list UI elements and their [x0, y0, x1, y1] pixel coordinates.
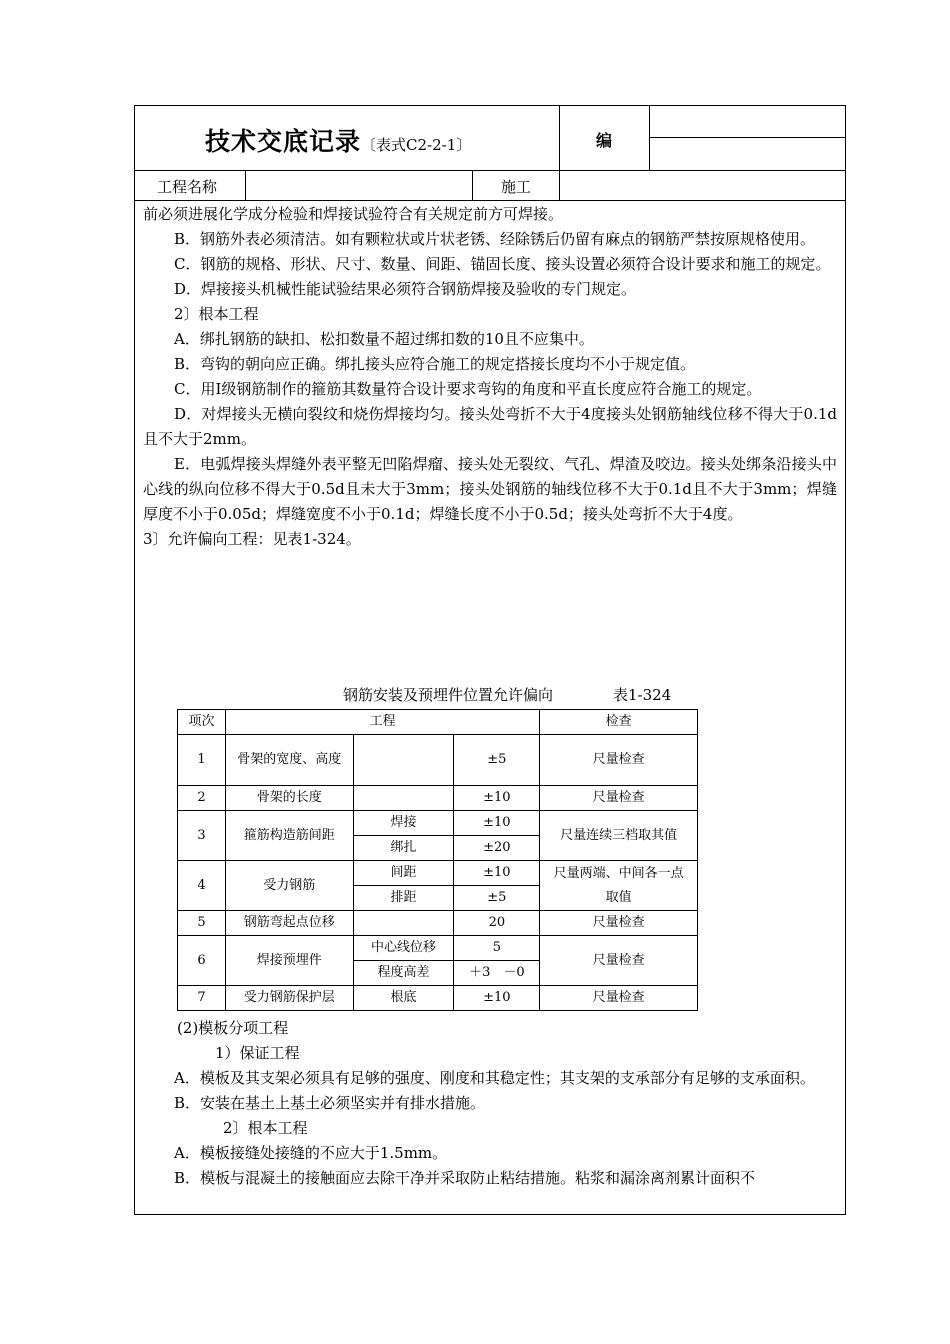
header-item: 工程	[225, 710, 539, 735]
cell-item: 受力钢筋保护层	[225, 986, 353, 1011]
cell-tolerance: ±10	[454, 986, 540, 1011]
cell-sub: 根底	[353, 986, 454, 1011]
paragraph: B．安装在基土上基土必须坚实并有排水措施。	[174, 1094, 486, 1112]
paragraph: A．模板接缝处接缝的不应大于1.5mm。	[174, 1144, 448, 1162]
paragraph: A．绑扎钢筋的缺扣、松扣数量不超过绑扣数的10且不应集中。	[174, 330, 594, 348]
table-caption	[343, 684, 671, 705]
construction-label-divider	[559, 170, 560, 200]
code-label: 编	[596, 131, 613, 150]
cell-sub	[353, 735, 454, 786]
table-caption-number: 表1-324	[613, 686, 672, 704]
cell-no: 1	[178, 735, 226, 786]
title-main: 技术交底记录	[205, 127, 362, 156]
table-row	[178, 735, 698, 786]
body-text-bottom	[143, 1016, 837, 1191]
cell-sub: 焊接	[353, 811, 454, 836]
section-heading: 1）保证工程	[215, 1044, 300, 1062]
body-text-top	[143, 202, 837, 552]
info-row-divider	[135, 200, 845, 201]
tolerance-table	[177, 709, 698, 1011]
table-row	[178, 986, 698, 1011]
cell-check: 尺量检查	[540, 911, 698, 936]
construction-label: 施工	[501, 178, 532, 196]
cell-no: 3	[178, 811, 226, 861]
paragraph: 前必须进展化学成分检验和焊接试验符合有关规定前方可焊接。	[143, 205, 564, 223]
section-heading: 2〕根本工程	[174, 305, 259, 323]
cell-sub: 绑扎	[353, 836, 454, 861]
table-row	[178, 786, 698, 811]
cell-no: 4	[178, 861, 226, 911]
cell-item: 焊接预埋件	[225, 936, 353, 986]
table-caption-title: 钢筋安装及预埋件位置允许偏向	[343, 686, 554, 704]
cell-tolerance: 5	[454, 936, 540, 961]
paragraph: B．弯钩的朝向应正确。绑扎接头应符合施工的规定搭接长度均不小于规定值。	[174, 355, 696, 373]
section-heading: 2〕根本工程	[223, 1119, 308, 1137]
paragraph: D．对焊接头无横向裂纹和烧伤焊接均匀。接头处弯折不大于4度接头处钢筋轴线位移不得大于0.1d且不大于2mm。	[143, 405, 837, 448]
cell-tolerance: ±10	[454, 786, 540, 811]
table-header-row	[178, 710, 698, 735]
cell-tolerance: ±10	[454, 811, 540, 836]
cell-tolerance: ±5	[454, 886, 540, 911]
cell-no: 6	[178, 936, 226, 986]
cell-no: 2	[178, 786, 226, 811]
paragraph: B．模板与混凝土的接触面应去除干净并采取防止粘结措施。粘浆和漏涂离剂累计面积不	[174, 1169, 756, 1187]
paragraph: C．钢筋的规格、形状、尺寸、数量、间距、锚固长度、接头设置必须符合设计要求和施工的规定。	[174, 255, 831, 273]
cell-tolerance: ＋3 －0	[454, 961, 540, 986]
cell-tolerance: ±10	[454, 861, 540, 886]
table-row	[178, 861, 698, 886]
cell-check: 尺量连续三档取其值	[540, 811, 698, 861]
cell-item: 钢筋弯起点位移	[225, 911, 353, 936]
cell-tolerance: 20	[454, 911, 540, 936]
record-form	[134, 105, 846, 1215]
cell-sub	[353, 786, 454, 811]
cell-sub: 程度高差	[353, 961, 454, 986]
cell-sub: 中心线位移	[353, 936, 454, 961]
code-row-divider	[649, 137, 845, 138]
cell-no: 7	[178, 986, 226, 1011]
paragraph: E．电弧焊接头焊缝外表平整无凹陷焊瘤、接头处无裂纹、气孔、焊渣及咬边。接头处绑条沿接头中心线的纵向位移不得大于0.5d且未大于3mm；接头处钢筋的轴线位移不大于0.1d且不大于3mm；焊缝厚度不小于0.05d；焊缝宽度不小于0.1d；焊缝长度不小于0.5d；接头处弯折不大于4度。	[143, 455, 837, 523]
title-divider	[559, 106, 560, 170]
title-form-code: 〔表式C2-2-1〕	[361, 136, 472, 154]
cell-check: 尺量检查	[540, 735, 698, 786]
cell-check: 尺量检查	[540, 986, 698, 1011]
project-label-divider	[245, 170, 246, 200]
table-row	[178, 911, 698, 936]
header-check: 检查	[540, 710, 698, 735]
table-row	[178, 811, 698, 836]
paragraph: B．钢筋外表必须清洁。如有颗粒状或片状老锈、经除锈后仍留有麻点的钢筋严禁按原规格使用。	[174, 230, 816, 248]
code-divider	[649, 106, 650, 170]
cell-sub: 间距	[353, 861, 454, 886]
section-heading: (2)模板分项工程	[177, 1019, 289, 1037]
cell-check: 尺量检查	[540, 786, 698, 811]
table-row	[178, 936, 698, 961]
cell-item: 受力钢筋	[225, 861, 353, 911]
cell-item: 箍筋构造筋间距	[225, 811, 353, 861]
project-name-label: 工程名称	[157, 178, 218, 196]
cell-check: 尺量两端、中间各一点取值	[540, 861, 698, 911]
cell-tolerance: ±5	[454, 735, 540, 786]
project-value-divider	[472, 170, 473, 200]
cell-item: 骨架的长度	[225, 786, 353, 811]
cell-item: 骨架的宽度、高度	[225, 735, 353, 786]
header-divider	[135, 170, 845, 171]
header-no: 项次	[178, 710, 226, 735]
cell-sub: 排距	[353, 886, 454, 911]
paragraph: A．模板及其支架必须具有足够的强度、刚度和其稳定性；其支架的支承部分有足够的支承面积。	[174, 1069, 815, 1087]
document-title	[205, 122, 471, 158]
cell-sub	[353, 911, 454, 936]
cell-tolerance: ±20	[454, 836, 540, 861]
section-heading: 3〕允许偏向工程：见表1-324。	[143, 530, 361, 548]
paragraph: C．用I级钢筋制作的箍筋其数量符合设计要求弯钩的角度和平直长度应符合施工的规定。	[174, 380, 762, 398]
cell-check: 尺量检查	[540, 936, 698, 986]
paragraph: D．焊接接头机械性能试验结果必须符合钢筋焊接及验收的专门规定。	[174, 280, 637, 298]
cell-no: 5	[178, 911, 226, 936]
